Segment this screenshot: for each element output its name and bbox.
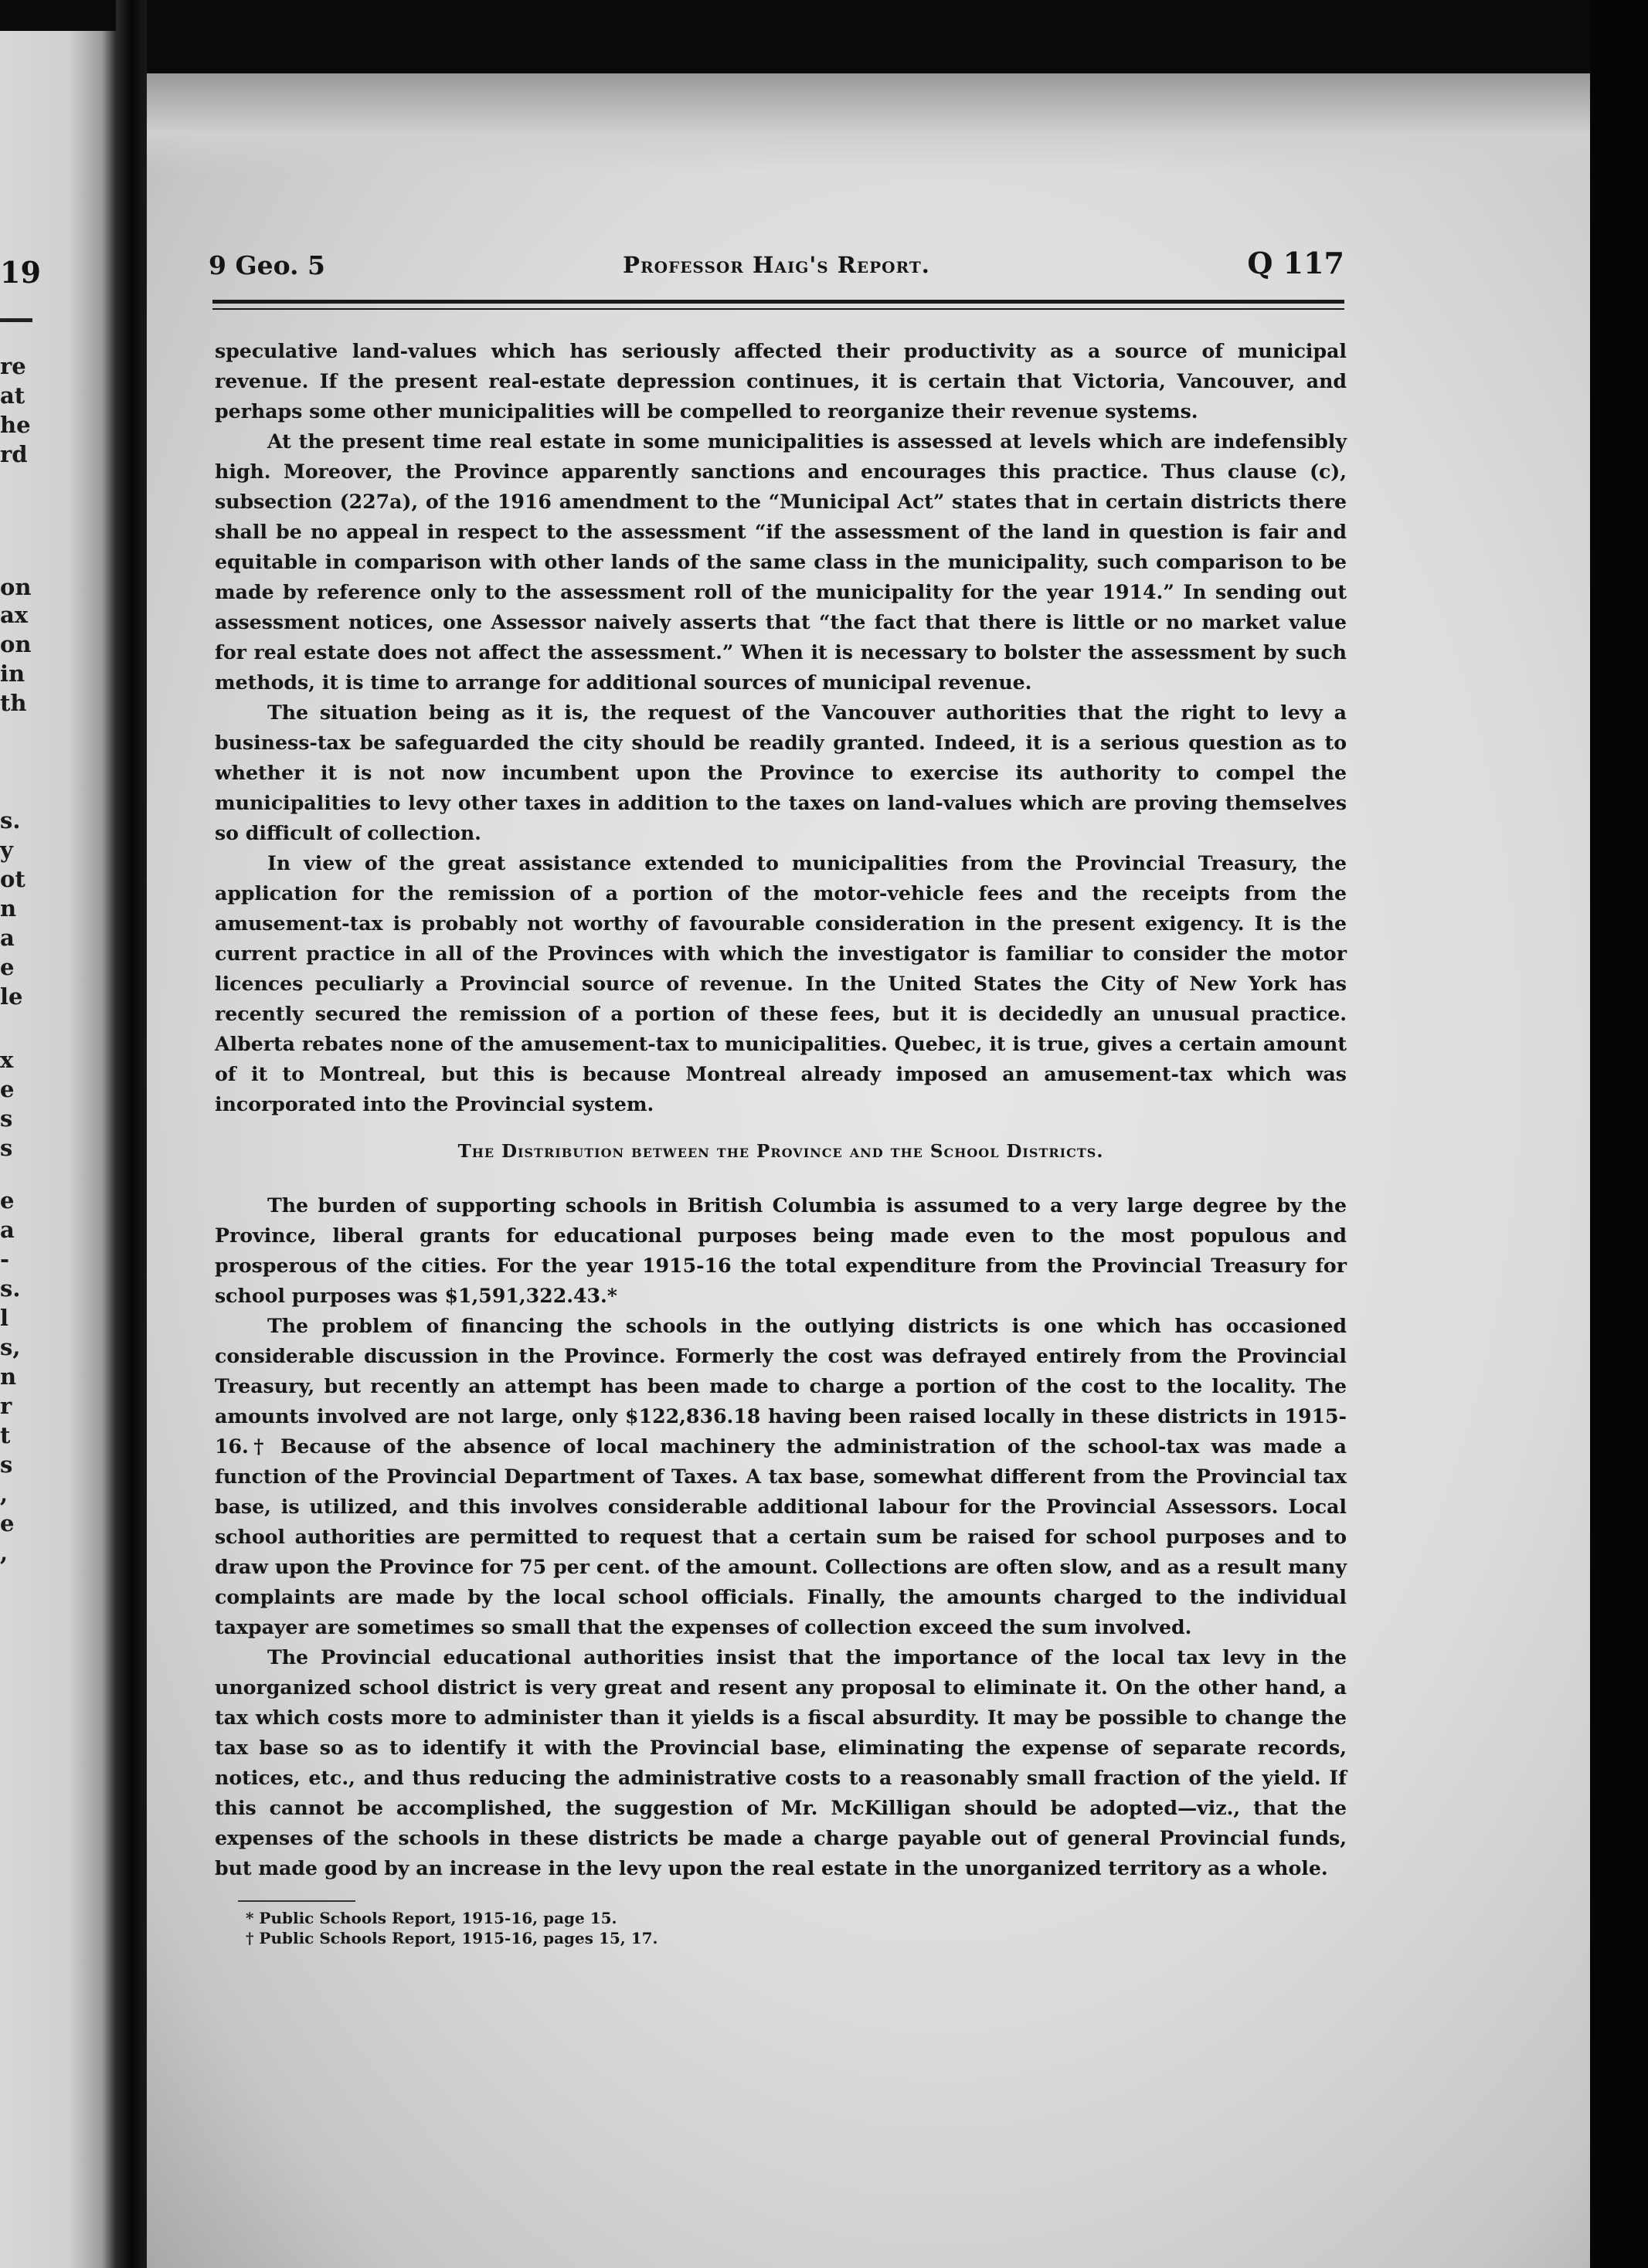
facing-page-rule xyxy=(0,318,32,322)
facing-fragment: - xyxy=(0,1246,10,1272)
paragraph: In view of the great assistance extended to municipalities from the Provincial Treasury, the application for the remission of a portion of the motor-vehicle fees and the receipts from the amusement-tax is probably not worthy of favourable consideration in the present exigency. It is the current practice in all of the Provinces with which the investigator is familiar to consider the motor licences peculiarly a Provincial source of revenue. In the United States the City of New York has recently secured the remission of a portion of these fees, but it is decidedly an unusual practice. Alberta rebates none of the amusement-tax to municipalities. Quebec, it is true, gives a certain amount of it to Montreal, but this is because Montreal already imposed an amusement-tax which was incorporated into the Provincial system. xyxy=(215,851,1347,1115)
footnote: † Public Schools Report, 1915-16, pages 15, 17. xyxy=(246,1929,658,1947)
facing-fragment: on xyxy=(0,574,32,600)
footnote-rule xyxy=(238,1900,355,1902)
facing-fragment: in xyxy=(0,660,25,687)
paragraph: The Provincial educational authorities insist that the importance of the local tax levy in the unorganized school district is very great and resent any proposal to eliminate it. On the other hand, a tax which costs more to administer than it yields is a fiscal absurdity. It may be possible to change the tax base so as to identify it with the Provincial base, eliminating the expense of separate records, notices, etc., and thus reducing the administrative costs to a reasonably small fraction of the yield. If this cannot be accomplished, the suggestion of Mr. McKilligan should be adopted—viz., that the expenses of the schools in these districts be made a charge payable out of general Provincial funds, but made good by an increase in the levy upon the real estate in the unorganized territory as a whole. xyxy=(215,1645,1347,1879)
facing-fragment: s xyxy=(0,1451,13,1478)
facing-fragment: y xyxy=(0,837,13,863)
facing-fragment: at xyxy=(0,382,25,409)
facing-fragment: a xyxy=(0,925,15,951)
facing-fragment: e xyxy=(0,1187,15,1214)
section-heading: The Distribution between the Province and the School Districts. xyxy=(457,1141,1104,1162)
header-regnal-year: 9 Geo. 5 xyxy=(209,250,325,280)
body-text xyxy=(215,336,1347,1948)
facing-fragment: ot xyxy=(0,866,25,892)
facing-fragment: r xyxy=(0,1393,12,1419)
facing-page-edge xyxy=(0,31,116,2268)
facing-fragment: he xyxy=(0,412,31,438)
facing-fragment: e xyxy=(0,1076,15,1102)
facing-fragment: n xyxy=(0,895,17,922)
paragraph: The problem of financing the schools in the outlying districts is one which has occasioned considerable discussion in the Province. Formerly the cost was defrayed entirely from the Provincial Treasury, but recently an attempt has been made to charge a portion of the cost to the locality. The amounts involved are not large, only $122,836.18 having been raised locally in these districts in 1915-16.† Because of the absence of local machinery the administration of the school-tax was made a function of the Provincial Department of Taxes. A tax base, somewhat different from the Provincial tax base, is utilized, and this involves considerable additional labour for the Provincial Assessors. Local school authorities are permitted to request that a certain sum be raised for school purposes and to draw upon the Province for 75 per cent. of the amount. Collections are often slow, and as a result many complaints are made by the local school officials. Finally, the amounts charged to the individual taxpayer are sometimes so small that the expenses of collection exceed the sum involved. xyxy=(215,1314,1347,1638)
header-page-number: Q 117 xyxy=(1247,246,1344,280)
facing-fragment: , xyxy=(0,1540,8,1566)
scan-border-right xyxy=(1590,0,1648,2268)
facing-fragment: n xyxy=(0,1363,17,1390)
facing-fragment: le xyxy=(0,983,23,1010)
facing-fragment: a xyxy=(0,1217,15,1243)
facing-fragment: , xyxy=(0,1481,8,1507)
facing-fragment: re xyxy=(0,353,26,379)
facing-fragment: s. xyxy=(0,1275,21,1302)
facing-fragment: ax xyxy=(0,602,29,628)
footnote: * Public Schools Report, 1915-16, page 15. xyxy=(246,1909,617,1927)
running-header xyxy=(209,246,1344,289)
facing-fragment: s xyxy=(0,1135,13,1161)
facing-fragment: s xyxy=(0,1105,13,1132)
facing-fragment: s, xyxy=(0,1334,21,1360)
facing-fragment: e xyxy=(0,954,15,980)
page-top-shadow xyxy=(147,73,1590,174)
header-rule-thin xyxy=(212,308,1344,310)
book-gutter xyxy=(116,0,147,2268)
facing-fragment: t xyxy=(0,1422,11,1448)
paragraph: The burden of supporting schools in British Columbia is assumed to a very large degree by the Province, liberal grants for educational purposes being made even to the most populous and prosperous of the cities. For the year 1915-16 the total expenditure from the Provincial Treasury for school purposes was $1,591,322.43.* xyxy=(215,1193,1347,1307)
facing-fragment: s. xyxy=(0,807,21,834)
facing-fragment: rd xyxy=(0,441,28,467)
facing-fragment: th xyxy=(0,690,27,716)
facing-fragment: on xyxy=(0,631,32,657)
header-rule-thick xyxy=(212,300,1344,304)
paragraph: At the present time real estate in some municipalities is assessed at levels which are indefensibly high. Moreover, the Province apparently sanctions and encourages this practice. Thus clause (c), subsection (227a), of the 1916 amendment to the “Municipal Act” states that in certain districts there shall be no appeal in respect to the assessment “if the assessment of the land in question is fair and equitable in comparison with other lands of the same class in the municipality, such comparison to be made by reference only to the assessment roll of the municipality for the year 1914.” In sending out assessment notices, one Assessor naively asserts that “the fact that there is little or no market value for real estate does not affect the assessment.” When it is necessary to bolster the assessment by such methods, it is time to arrange for additional sources of municipal revenue. xyxy=(215,429,1347,694)
paragraph: The situation being as it is, the request of the Vancouver authorities that the right to levy a business-tax be safeguarded the city should be readily granted. Indeed, it is a serious question as to whether it is not now incumbent upon the Province to exercise its authority to compel the municipalities to levy other taxes in addition to the taxes on land-values which are proving themselves so difficult of collection. xyxy=(215,701,1347,844)
facing-page-number: 19 xyxy=(0,255,41,290)
header-title: Professor Haig's Report. xyxy=(623,252,930,278)
facing-fragment: e xyxy=(0,1510,15,1536)
facing-fragment: x xyxy=(0,1047,14,1073)
paragraph: speculative land-values which has seriously affected their productivity as a source of municipal revenue. If the present real-estate depression continues, it is certain that Victoria, Vancouver, and perhaps some other municipalities will be compelled to reorganize their revenue systems. xyxy=(215,339,1347,423)
facing-fragment: l xyxy=(0,1305,9,1331)
